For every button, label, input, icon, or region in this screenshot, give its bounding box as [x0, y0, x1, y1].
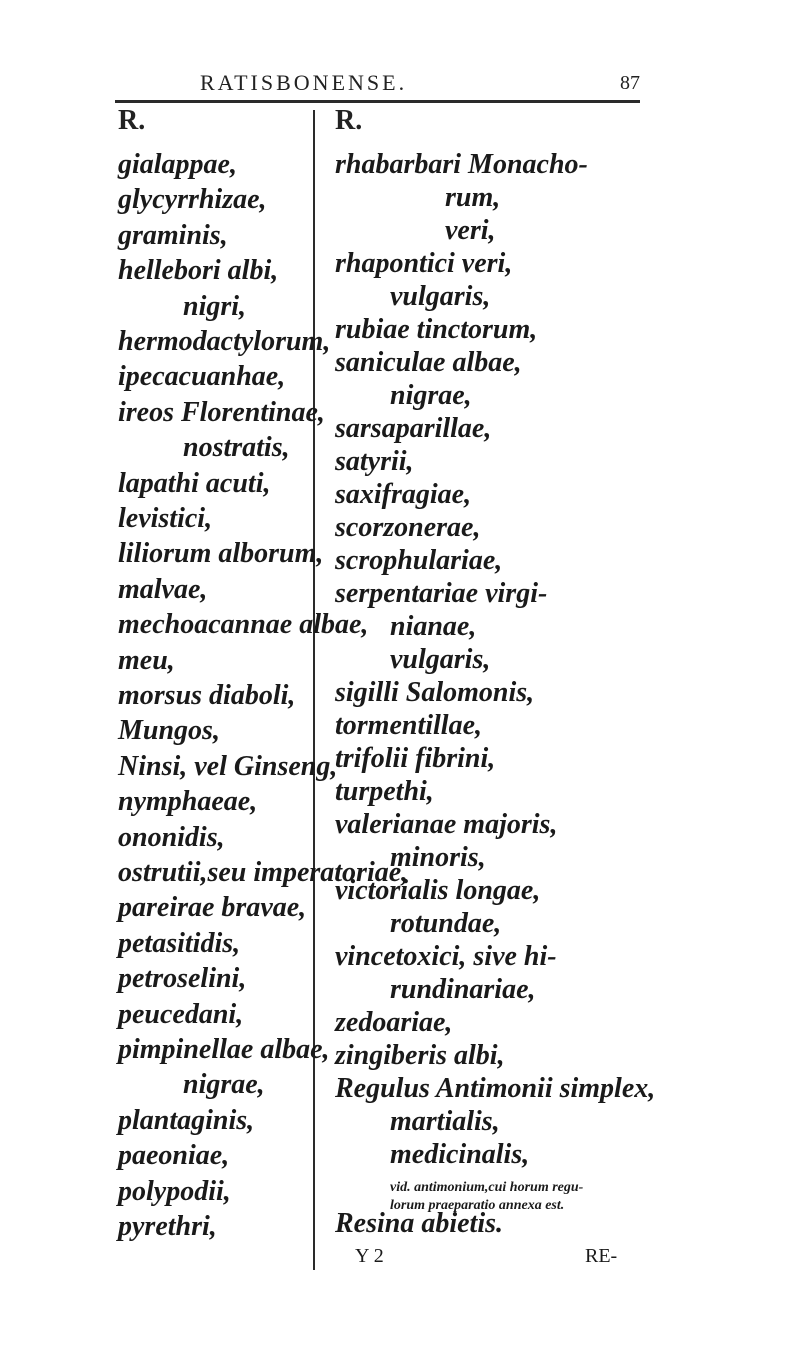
entry-line: medicinalis, [390, 1139, 530, 1170]
entry-line: nymphaeae, [118, 786, 258, 818]
entry-line: malvae, [118, 573, 208, 605]
entry-line: ostrutii,seu imperatoriae, [118, 857, 409, 888]
header-rule [115, 100, 640, 103]
catchword: RE- [585, 1245, 618, 1267]
entry-line: vulgaris, [390, 644, 491, 675]
entry-line: ireos Florentinae, [118, 396, 325, 428]
entry-line: paeoniae, [118, 1140, 230, 1172]
page-number: 87 [620, 72, 640, 94]
entry-line: hellebori albi, [118, 255, 279, 287]
entry-line: Resina abietis. [335, 1208, 504, 1239]
entry-line: hermodactylorum, [118, 326, 331, 357]
entry-line: martialis, [390, 1106, 500, 1137]
entry-line: vulgaris, [390, 281, 491, 312]
entry-line: serpentariae virgi- [335, 578, 548, 609]
entry-line: zingiberis albi, [335, 1040, 505, 1071]
entry-line: petroselini, [118, 963, 247, 995]
entry-line: mechoacannae albae, [118, 609, 369, 641]
entry-line: nianae, [390, 611, 477, 642]
entry-line: gialappae, [118, 149, 237, 180]
entry-line: sarsaparillae, [335, 413, 492, 444]
entry-line: peucedani, [118, 998, 244, 1030]
entry-line: Ninsi, vel Ginseng, [118, 750, 338, 782]
entry-line: nigri, [183, 290, 247, 322]
entry-line: levistici, [118, 503, 213, 534]
entry-line: morsus diaboli, [118, 680, 296, 711]
running-title: RATISBONENSE. [200, 70, 408, 95]
entry-line: vid. antimonium,cui horum regu- [390, 1180, 584, 1195]
entry-line: valerianae majoris, [335, 809, 558, 840]
entry-line: satyrii, [335, 446, 414, 477]
entry-line: tormentillae, [335, 710, 482, 741]
entry-line: rhapontici veri, [335, 248, 513, 279]
entry-line: ononidis, [118, 821, 225, 853]
entry-line: nigrae, [390, 380, 472, 411]
entry-line: trifolii fibrini, [335, 743, 496, 774]
entry-line: pimpinellae albae, [118, 1034, 330, 1065]
entry-line: Regulus Antimonii simplex, [335, 1073, 656, 1104]
entry-line: rum, [445, 182, 501, 213]
entry-line: minoris, [390, 842, 486, 873]
entry-line: polypodii, [118, 1175, 231, 1207]
entry-line: petasitidis, [118, 927, 241, 959]
entry-line: meu, [118, 644, 175, 676]
entry-line: scrophulariae, [335, 545, 503, 576]
column-divider [313, 110, 315, 1270]
entry-line: rubiae tinctorum, [335, 314, 538, 345]
left-column-letter: R. [118, 105, 146, 136]
entry-line: ipecacuanhae, [118, 361, 286, 393]
entry-line: lapathi acuti, [118, 467, 271, 499]
entry-line: scorzonerae, [335, 512, 481, 543]
right-column-letter: R. [335, 105, 363, 136]
entry-line: rotundae, [390, 908, 502, 939]
entry-line: graminis, [118, 219, 228, 251]
signature-mark: Y 2 [355, 1245, 384, 1267]
entry-line: saxifragiae, [335, 479, 472, 510]
entry-line: vincetoxici, sive hi- [335, 941, 557, 972]
entry-line: rundinariae, [390, 974, 536, 1005]
entry-line: saniculae albae, [335, 347, 522, 378]
entry-line: liliorum alborum, [118, 538, 324, 570]
entry-line: victorialis longae, [335, 875, 541, 906]
entry-line: zedoariae, [335, 1007, 453, 1038]
entry-line: pareirae bravae, [118, 892, 307, 924]
entry-line: pyrethri, [118, 1211, 217, 1242]
entry-line: veri, [445, 215, 496, 246]
entry-line: lorum praeparatio annexa est. [390, 1198, 565, 1213]
entry-line: glycyrrhizae, [118, 184, 267, 216]
entry-line: turpethi, [335, 776, 434, 807]
entry-line: nigrae, [183, 1069, 265, 1101]
entry-line: plantaginis, [118, 1104, 255, 1136]
entry-line: sigilli Salomonis, [335, 677, 535, 708]
entry-line: nostratis, [183, 432, 290, 464]
entry-line: rhabarbari Monacho- [335, 149, 588, 180]
entry-line: Mungos, [118, 715, 220, 747]
